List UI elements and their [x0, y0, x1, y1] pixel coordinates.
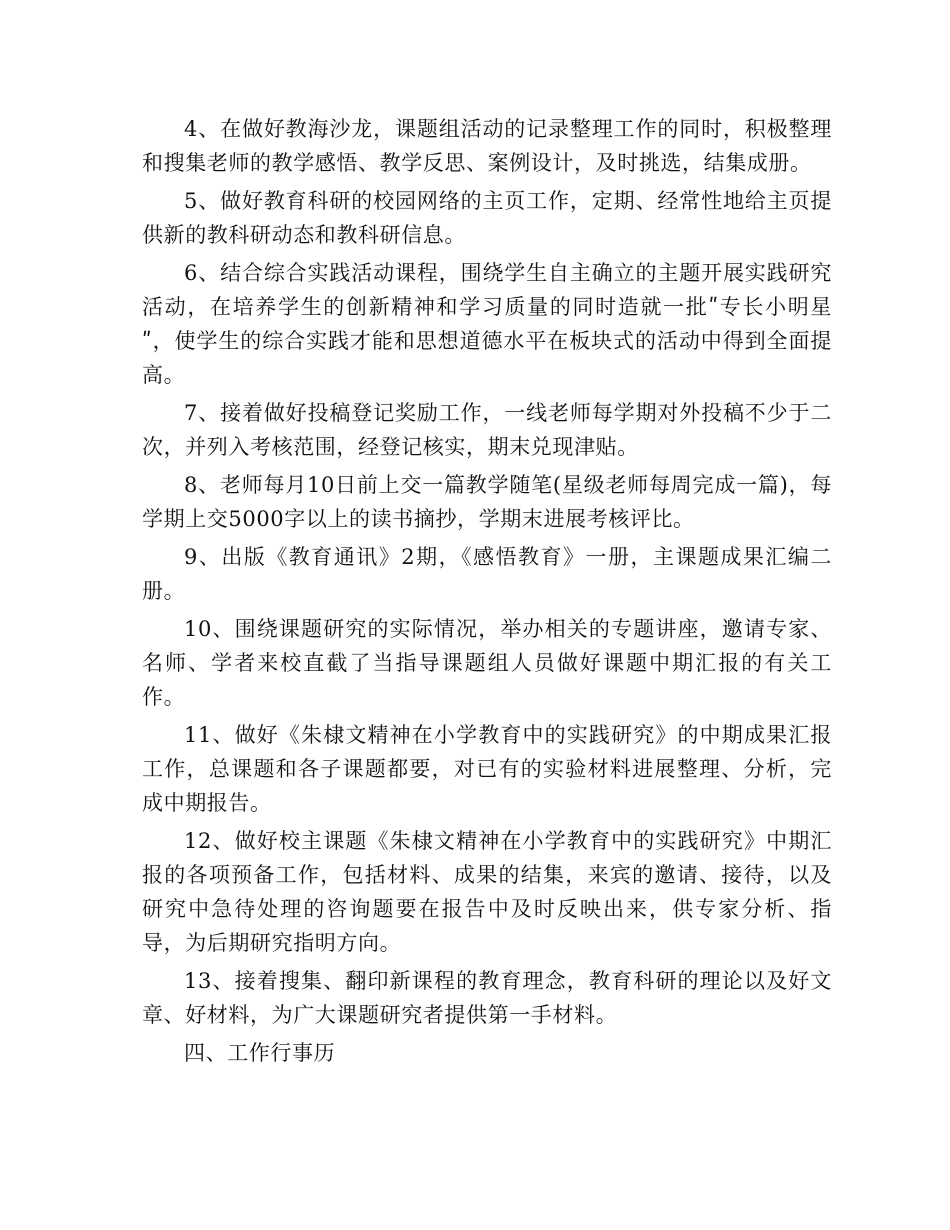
paragraph-item-7: 7、接着做好投稿登记奖励工作，一线老师每学期对外投稿不少于二次，并列入考核范围，经登记核实，期末兑现津贴。 [142, 401, 832, 459]
paragraph-item-8: 8、老师每月10日前上交一篇教学随笔(星级老师每周完成一篇)，每学期上交5000字以上的读书摘抄，学期末进展考核评比。 [142, 473, 832, 531]
paragraph-item-13: 13、接着搜集、翻印新课程的教育理念，教育科研的理论以及好文章、好材料，为广大课题研究者提供第一手材料。 [142, 969, 832, 1027]
paragraph-item-4: 4、在做好教海沙龙，课题组活动的记录整理工作的同时，积极整理和搜集老师的教学感悟、教学反思、案例设计，及时挑选，结集成册。 [142, 117, 832, 175]
paragraph-item-9: 9、出版《教育通讯》2期，《感悟教育》一册，主课题成果汇编二册。 [142, 545, 832, 603]
paragraph-item-6: 6、结合综合实践活动课程，围绕学生自主确立的主题开展实践研究活动，在培养学生的创新精神和学习质量的同时造就一批ʺ专长小明星ʺ，使学生的综合实践才能和思想道德水平在板块式的活动中得到全面提高。 [142, 261, 832, 387]
paragraph-item-5: 5、做好教育科研的校园网络的主页工作，定期、经常性地给主页提供新的教科研动态和教科研信息。 [142, 189, 832, 247]
document-body [142, 112, 832, 1070]
paragraph-item-12: 12、做好校主课题《朱棣文精神在小学教育中的实践研究》中期汇报的各项预备工作，包括材料、成果的结集，来宾的邀请、接待，以及研究中急待处理的咨询题要在报告中及时反映出来，供专家分析、指导，为后期研究指明方向。 [142, 829, 832, 955]
paragraph-item-11: 11、做好《朱棣文精神在小学教育中的实践研究》的中期成果汇报工作，总课题和各子课题都要，对已有的实验材料进展整理、分析，完成中期报告。 [142, 723, 832, 815]
paragraph-item-10: 10、围绕课题研究的实际情况，举办相关的专题讲座，邀请专家、名师、学者来校直截了当指导课题组人员做好课题中期汇报的有关工作。 [142, 617, 832, 709]
section-heading: 四、工作行事历 [184, 1041, 336, 1065]
